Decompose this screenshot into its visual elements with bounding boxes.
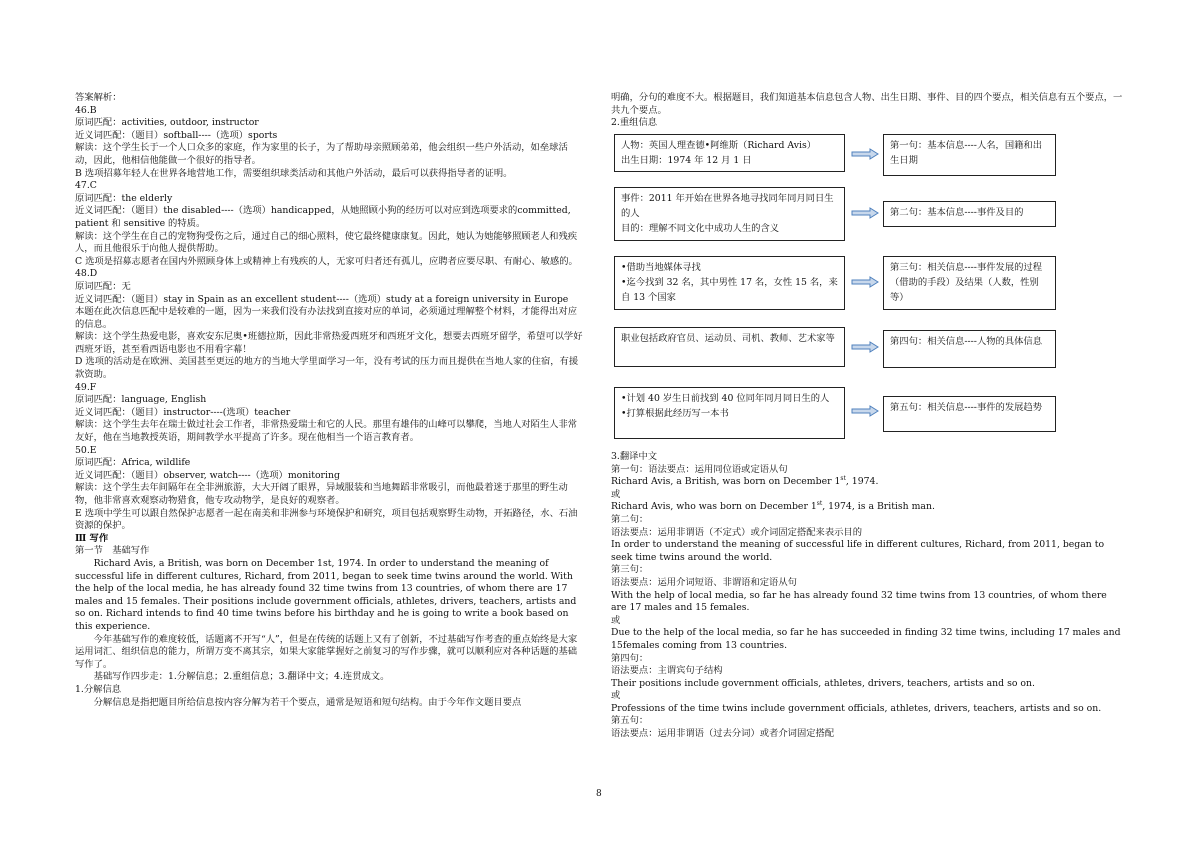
text-line: Their positions include government officials, athletes, drivers, teachers, artists and so on. — [611, 677, 1035, 689]
text-line: 解读：这个学生长于一个人口众多的家庭，作为家里的长子，为了帮助母亲照顾弟弟，他会组织一些户外活动，如垒球活动，因此，他相信他能做一个很好的指导者。 — [75, 142, 568, 166]
text-line: In order to understand the meaning of successful life in different cultures, Richard, from 2011, began to seek time twins around the world. — [611, 539, 1105, 563]
left-column — [75, 92, 583, 709]
text-line: With the help of local media, so far he has already found 32 time twins from 13 countries, of whom there are 17 males and 15 females. — [611, 589, 1107, 614]
text-line: Richard Avis, a British, was born on December 1st, 1974. In order to understand the meaning of successful life in different cultures, Richard, from 2011, began to seek time twins around the world. With the help of the local media, he has already found 32 time twins from 13 countries, of whom there are 17 males and 15 females. Their positions include government officials, athletes, drivers, teachers, artists and so on. Richard intends to find 40 time twins before his birthday and he is going to write a book based on this experience. — [75, 557, 577, 632]
text-line: 或 — [611, 488, 621, 500]
info-box-4: 职业包括政府官员、运动员、司机、教师、艺术家等 — [614, 327, 845, 367]
text-line: 基础写作四步走：1.分解信息；2.重组信息；3.翻译中文；4.连贯成文。 — [93, 671, 390, 683]
text-line: Ⅲ 写作 — [75, 532, 109, 544]
text-line: 今年基础写作的难度较低，话题离不开写“人”，但是在传统的话题上又有了创新，不过基础写作考查的重点始终是大家运用词汇、组织信息的能力，所谓万变不离其宗，如果大家能掌握好之前复习的写作步骤，就可以顺利应对各种话题的基础写作了。 — [75, 633, 578, 670]
text-line: 明确，分句的难度不大。根据题目，我们知道基本信息包含人物、出生日期、事件、目的四个要点，相关信息有五个要点，一共九个要点。 — [611, 92, 1123, 116]
text-line: 语法要点：运用介词短语、非谓语和定语从句 — [611, 576, 797, 588]
text-line: C 选项是招募志愿者在国内外照顾身体上或精神上有残疾的人，无家可归者还有孤儿，应聘者应要尽职、有耐心、敏感的。 — [75, 255, 578, 267]
text-line: 原词匹配：activities, outdoor, instructor — [75, 117, 259, 129]
text-line: 第五句： — [611, 715, 649, 727]
text-line: 解读：这个学生去年在瑞士做过社会工作者，非常热爱瑞士和它的人民。那里有雄伟的山峰可以攀爬，当地人对陌生人非常友好，他在当地教授英语，期间教学水平提高了许多。现在他相当一个语言教育者。 — [75, 419, 578, 444]
text-line: 分解信息是指把题目所给信息按内容分解为若干个要点，通常是短语和短句结构。由于今年作文题目要点 — [93, 696, 522, 708]
text-line: Richard Avis, who was born on December 1st, 1974, is a British man. — [611, 500, 935, 513]
text-line: Professions of the time twins include government officials, athletes, drivers, teachers, artists and so on. — [611, 702, 1102, 714]
text-line: 或 — [611, 614, 621, 626]
text-line: 原词匹配：language, English — [75, 394, 207, 406]
text-line: 本题在此次信息匹配中是较难的一题，因为一来我们没有办法找到直接对应的单词，必须通过理解整个材料，才能得出对应的信息。 — [75, 306, 578, 330]
text-line: 第三句： — [611, 564, 649, 576]
text-line: 语法要点：主谓宾句子结构 — [611, 665, 723, 677]
arrow-right-icon — [851, 148, 879, 160]
text-line: 46.B — [75, 104, 97, 116]
text-line: 解读：这个学生在自己的宠物狗受伤之后，通过自己的细心照料，使它最终健康康复。因此，她认为她能够照顾老人和残疾人，而且他很乐于向他人提供帮助。 — [75, 230, 578, 255]
arrow-right-icon — [851, 405, 879, 417]
arrow-right-icon — [851, 207, 879, 219]
text-line: 1.分解信息 — [75, 683, 122, 695]
text-line: 或 — [611, 690, 621, 702]
text-line: E 选项中学生可以跟自然保护志愿者一起在南美和非洲参与环境保护和研究，项目包括观察野生动物，开拓路径，水、石油资源的保护。 — [75, 507, 578, 532]
text-line: D 选项的活动是在欧洲、美国甚至更远的地方的当地大学里面学习一年，没有考试的压力而且提供在当地人家的住宿，有援款资助。 — [75, 356, 579, 381]
arrow-right-icon — [851, 276, 879, 288]
text-line: 原词匹配：Africa, wildlife — [75, 457, 191, 469]
text-line: 答案解析： — [75, 92, 122, 103]
text-line: 原词匹配：无 — [75, 280, 131, 292]
text-line: 近义词匹配：（题目）observer, watch----（选项）monitoring — [75, 469, 340, 481]
text-line: 50.E — [75, 444, 97, 456]
info-box-3: •借助当地媒体寻找 •迄今找到 32 名，其中男性 17 名，女性 15 名，来自 13 个国家 — [614, 256, 845, 310]
text-line: 49.F — [75, 381, 97, 393]
info-box-1: 人物：英国人理查德•阿维斯（Richard Avis） 出生日期：1974 年 12 月 1 日 — [614, 134, 845, 172]
text-line: 3.翻译中文 — [611, 451, 658, 462]
sentence-box-5: 第五句：相关信息----事件的发展趋势 — [883, 396, 1056, 432]
page-number: 8 — [596, 789, 602, 799]
text-line: 语法要点：运用非谓语（过去分词）或者介词固定搭配 — [611, 728, 835, 740]
text-line: 47.C — [75, 180, 97, 192]
text-line: B 选项招募年轻人在世界各地营地工作，需要组织球类活动和其他户外活动，最后可以获得指导者的证明。 — [75, 167, 513, 179]
text-line: Richard Avis, a British, was born on December 1st, 1974. — [611, 475, 879, 488]
text-line: 第一节 基础写作 — [75, 545, 150, 557]
text-line: 解读：这个学生去年间隔年在全非洲旅游，大大开阔了眼界，异域服装和当地舞蹈非常吸引，而他最着迷于那里的野生动物，他非常喜欢观察动物猎食，他专攻动物学，是良好的观察者。 — [75, 482, 568, 506]
sentence-box-2: 第二句：基本信息----事件及目的 — [883, 201, 1056, 227]
text-line: 近义词匹配：（题目）instructor----(选项）teacher — [75, 406, 291, 418]
right-column-bottom — [611, 451, 1125, 741]
arrow-right-icon — [851, 341, 879, 353]
text-line: 解读：这个学生热爱电影，喜欢安东尼奥•班德拉斯，因此非常热爱西班牙和西班牙文化，想要去西班牙留学，希望可以学好西班牙语，甚至看西语电影也不用看字幕！ — [75, 331, 583, 355]
text-line: 原词匹配：the elderly — [75, 192, 173, 204]
right-column-top — [611, 92, 1125, 130]
sentence-box-3: 第三句：相关信息----事件发展的过程（借助的手段）及结果（人数，性别等） — [883, 256, 1056, 310]
text-line: Due to the help of the local media, so far he has succeeded in finding 32 time twins, including 17 males and 15females coming from 13 countries. — [611, 627, 1121, 651]
sentence-box-1: 第一句：基本信息----人名，国籍和出生日期 — [883, 134, 1056, 176]
text-line: 近义词匹配：（题目）the disabled----（选项）handicapped，从她照顾小狗的经历可以对应到选项要求的committed, patient 和 sensitive 的特质。 — [75, 205, 571, 229]
text-line: 48.D — [75, 268, 98, 280]
info-box-2: 事件：2011 年开始在世界各地寻找同年同月同日生的人 目的：理解不同文化中成功人生的含义 — [614, 187, 845, 241]
text-line: 第四句： — [611, 652, 649, 664]
text-line: 近义词匹配：（题目）stay in Spain as an excellent student----（选项）study at a foreign university in Europe — [75, 293, 569, 305]
text-line: 近义词匹配：（题目）softball----（选项）sports — [75, 129, 278, 141]
text-line: 第二句： — [611, 513, 649, 525]
text-line: 第一句：语法要点：运用同位语或定语从句 — [611, 463, 788, 475]
sentence-box-4: 第四句：相关信息----人物的具体信息 — [883, 330, 1056, 368]
text-line: 语法要点：运用非谓语（不定式）或介词固定搭配来表示目的 — [611, 526, 863, 538]
info-box-5: •计划 40 岁生日前找到 40 位同年同月同日生的人 •打算根据此经历写一本书 — [614, 387, 845, 439]
text-line: 2.重组信息 — [611, 117, 658, 129]
